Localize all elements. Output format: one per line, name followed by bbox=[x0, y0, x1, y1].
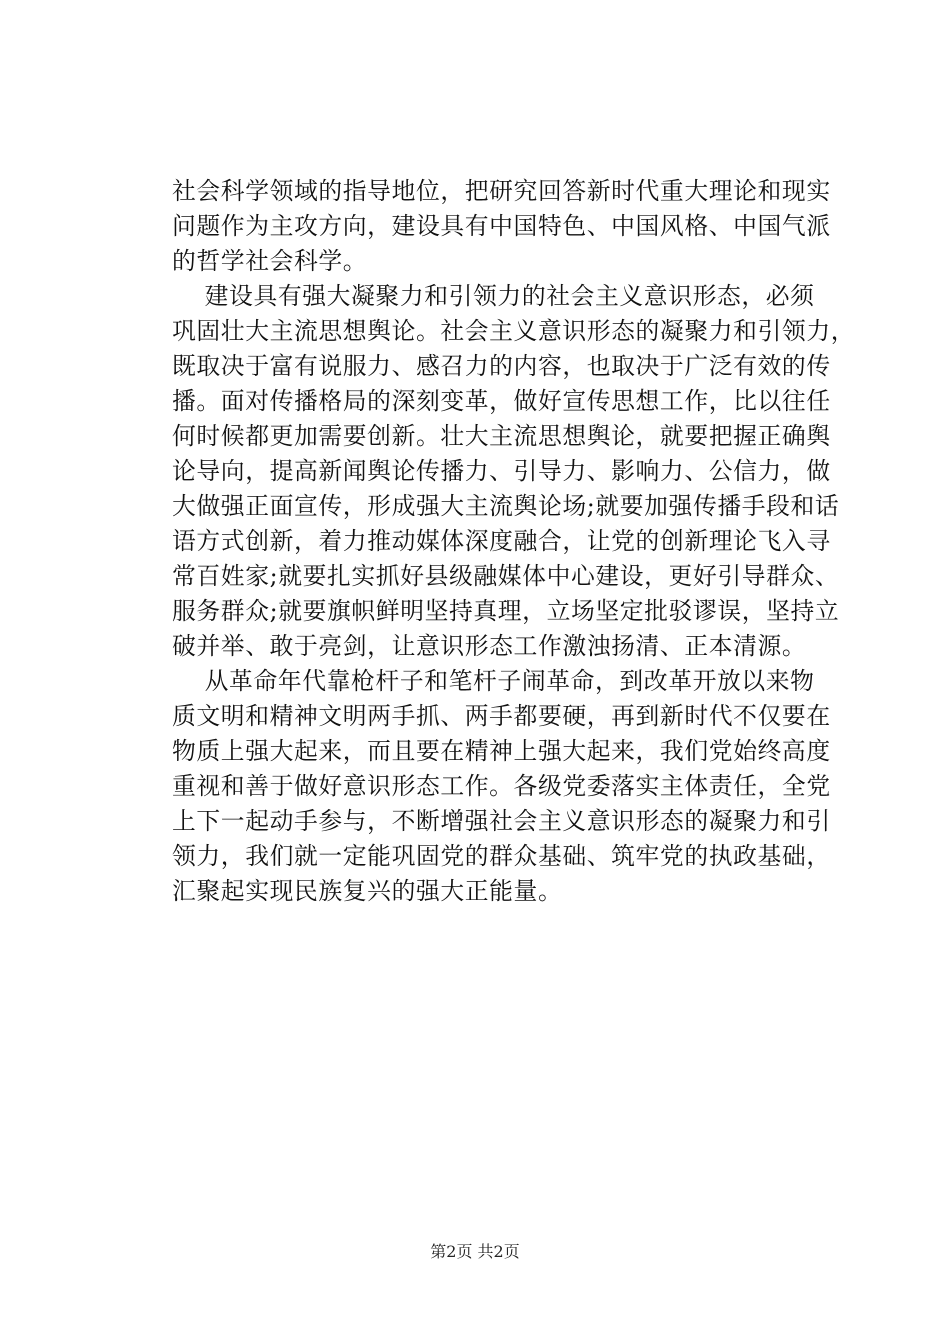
text-line: 汇聚起实现民族复兴的强大正能量。 bbox=[172, 877, 563, 905]
text-line: 大做强正面宣传，形成强大主流舆论场;就要加强传播手段和话 bbox=[172, 492, 840, 520]
text-line: 建设具有强大凝聚力和引领力的社会主义意识形态，必须 bbox=[172, 282, 815, 310]
text-line: 巩固壮大主流思想舆论。社会主义意识形态的凝聚力和引领力， bbox=[172, 317, 856, 345]
text-line: 语方式创新，着力推动媒体深度融合，让党的创新理论飞入寻 bbox=[172, 527, 831, 555]
article-body bbox=[172, 174, 856, 909]
text-line: 领力，我们就一定能巩固党的群众基础、筑牢党的执政基础， bbox=[172, 842, 831, 870]
text-line: 物质上强大起来，而且要在精神上强大起来，我们党始终高度 bbox=[172, 737, 831, 765]
text-line: 社会科学领域的指导地位，把研究回答新时代重大理论和现实 bbox=[172, 177, 831, 205]
text-line: 问题作为主攻方向，建设具有中国特色、中国风格、中国气派 bbox=[172, 212, 831, 240]
text-line: 论导向，提高新闻舆论传播力、引导力、影响力、公信力，做 bbox=[172, 457, 831, 485]
text-line: 质文明和精神文明两手抓、两手都要硬，再到新时代不仅要在 bbox=[172, 702, 831, 730]
text-line: 重视和善于做好意识形态工作。各级党委落实主体责任，全党 bbox=[172, 772, 831, 800]
text-line: 服务群众;就要旗帜鲜明坚持真理，立场坚定批驳谬误，坚持立 bbox=[172, 597, 840, 625]
text-line: 破并举、敢于亮剑，让意识形态工作激浊扬清、正本清源。 bbox=[172, 632, 807, 660]
text-line: 既取决于富有说服力、感召力的内容，也取决于广泛有效的传 bbox=[172, 352, 831, 380]
text-line: 播。面对传播格局的深刻变革，做好宣传思想工作，比以往任 bbox=[172, 387, 831, 415]
text-line: 从革命年代靠枪杆子和笔杆子闹革命，到改革开放以来物 bbox=[172, 667, 815, 695]
text-line: 常百姓家;就要扎实抓好县级融媒体中心建设，更好引导群众、 bbox=[172, 562, 840, 590]
text-line: 上下一起动手参与，不断增强社会主义意识形态的凝聚力和引 bbox=[172, 807, 831, 835]
page-footer: 第2页 共2页 bbox=[430, 1242, 520, 1261]
text-line: 的哲学社会科学。 bbox=[172, 247, 368, 275]
text-line: 何时候都更加需要创新。壮大主流思想舆论，就要把握正确舆 bbox=[172, 422, 831, 450]
